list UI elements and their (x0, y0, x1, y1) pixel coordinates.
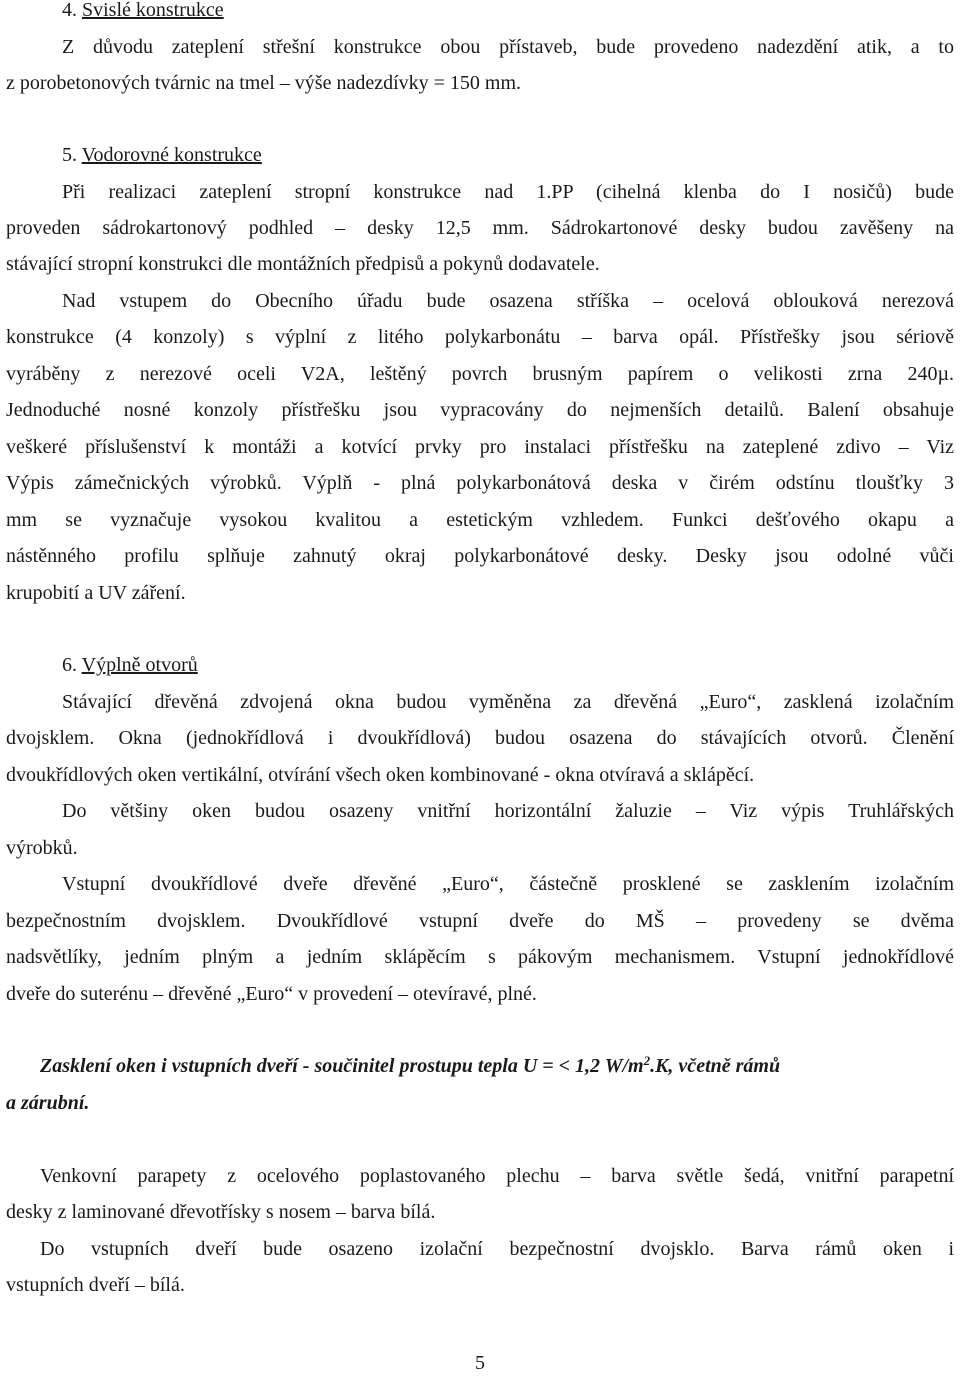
glazing-note-text: Zasklení oken i vstupních dveří - součinitel prostupu tepla U = < 1,2 W/m (40, 1055, 644, 1077)
paragraph-line: desky z laminované dřevotřísky s nosem – barva bílá. (6, 1201, 436, 1223)
section-4-heading (62, 0, 954, 23)
paragraph-line: Výpis zámečnických výrobků. Výplň - plná polykarbonátová deska v čirém odstínu tloušťky 3 (6, 472, 954, 494)
paragraph-line: Nad vstupem do Obecního úřadu bude osazena stříška – ocelová oblouková nerezová (62, 290, 954, 312)
paragraph-line: vstupních dveří – bílá. (6, 1274, 185, 1296)
paragraph-line: stávající stropní konstrukci dle montážních předpisů a pokynů dodavatele. (6, 253, 600, 275)
paragraph-line: Stávající dřevěná zdvojená okna budou vyměněna za dřevěná „Euro“, zasklená izolačním (62, 691, 954, 713)
paragraph-line: proveden sádrokartonový podhled – desky 12,5 mm. Sádrokartonové desky budou zavěšeny na (6, 217, 954, 239)
glazing-note-line: a zárubní. (6, 1092, 90, 1114)
paragraph-line: vyráběny z nerezové oceli V2A, leštěný povrch brusným papírem o velikosti zrna 240µ. (6, 363, 954, 385)
paragraph-line: konstrukce (4 konzoly) s výplní z litého polykarbonátu – barva opál. Přístřešky jsou sériově (6, 326, 954, 348)
section-6-number: 6. (62, 654, 77, 676)
section-5-heading (62, 142, 954, 168)
paragraph-line: dvojsklem. Okna (jednokřídlová i dvoukřídlová) budou osazena do stávajících otvorů. Členění (6, 727, 954, 749)
glazing-note-text-end: .K, včetně rámů (650, 1055, 781, 1077)
paragraph-line: z porobetonových tvárnic na tmel – výše nadezdívky = 150 mm. (6, 72, 522, 94)
paragraph-line: Z důvodu zateplení střešní konstrukce obou přístaveb, bude provedeno nadezdění atik, a to (62, 36, 954, 58)
paragraph-line: Do vstupních dveří bude osazeno izolační bezpečnostní dvojsklo. Barva rámů oken i (40, 1238, 954, 1260)
paragraph-line: Do většiny oken budou osazeny vnitřní horizontální žaluzie – Viz výpis Truhlářských (62, 800, 954, 822)
paragraph-line: nástěnného profilu splňuje zahnutý okraj polykarbonátové desky. Desky jsou odolné vůči (6, 545, 954, 567)
section-4-number: 4. (62, 0, 77, 21)
paragraph-line: dvoukřídlových oken vertikální, otvírání všech oken kombinované - okna otvíravá a sklápěcí. (6, 764, 755, 786)
superscript-exponent: 2 (643, 1053, 651, 1068)
paragraph-line: bezpečnostním dvojsklem. Dvoukřídlové vstupní dveře do MŠ – provedeny se dvěma (6, 910, 954, 932)
section-6-heading (62, 652, 954, 678)
section-5-title: Vodorovné konstrukce (81, 144, 262, 166)
paragraph-line: Jednoduché nosné konzoly přístřešku jsou vypracovány do nejmenších detailů. Balení obsahuje (6, 399, 954, 421)
paragraph-line: nadsvětlíky, jedním plným a jedním sklápěcím s pákovým mechanismem. Vstupní jednokřídlové (6, 946, 954, 968)
section-4-title: Svislé konstrukce (82, 0, 224, 21)
section-6-title: Výplně otvorů (81, 654, 198, 676)
section-5-number: 5. (62, 144, 77, 166)
paragraph-line: Při realizaci zateplení stropní konstrukce nad 1.PP (cihelná klenba do I nosičů) bude (62, 181, 954, 203)
paragraph-line: Vstupní dvoukřídlové dveře dřevěné „Euro“, částečně prosklené se zasklením izolačním (62, 873, 954, 895)
paragraph-line: Venkovní parapety z ocelového poplastovaného plechu – barva světle šedá, vnitřní parapetní (40, 1165, 954, 1187)
paragraph-line: krupobití a UV záření. (6, 582, 186, 604)
paragraph-line: veškeré příslušenství k montáži a kotvící prvky pro instalaci přístřešku na zateplené zdivo – Viz (6, 436, 954, 458)
page-number: 5 (475, 1352, 485, 1374)
paragraph-line: dveře do suterénu – dřevěné „Euro“ v provedení – otevíravé, plné. (6, 983, 537, 1005)
glazing-note-line (40, 1053, 954, 1079)
paragraph-line: výrobků. (6, 837, 78, 859)
paragraph-line: mm se vyznačuje vysokou kvalitou a estetickým vzhledem. Funkci dešťového okapu a (6, 509, 954, 531)
